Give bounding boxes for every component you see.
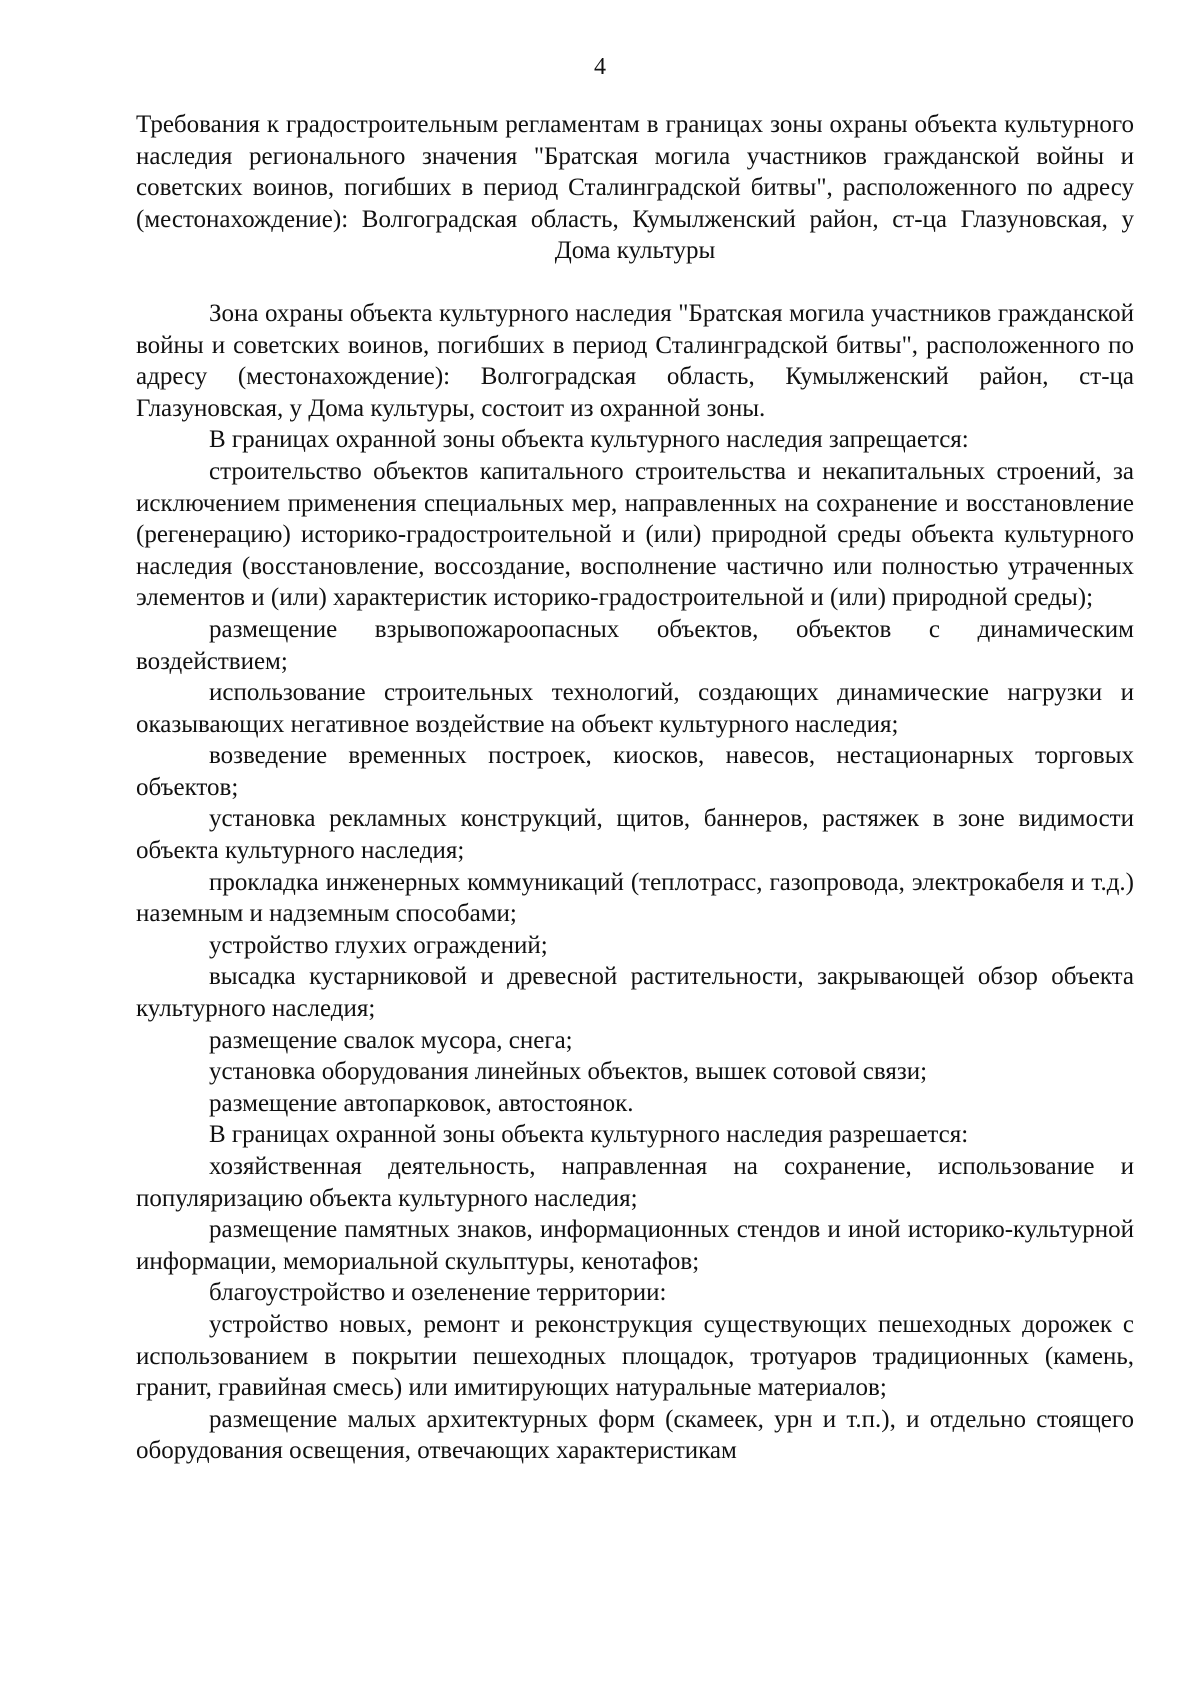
list-item-prohibited: размещение автопарковок, автостоянок. <box>209 1089 634 1117</box>
list-item-prohibited: возведение временных построек, киосков, навесов, нестационарных торговых объектов; <box>136 742 1134 801</box>
paragraph-allowed-intro: В границах охранной зоны объекта культурного наследия разрешается: <box>209 1121 969 1149</box>
list-item-prohibited: использование строительных технологий, создающих динамические нагрузки и оказывающих негативное воздействие на объект культурного наследия; <box>136 679 1134 738</box>
list-item-allowed: хозяйственная деятельность, направленная на сохранение, использование и популяризацию объекта культурного наследия; <box>136 1153 1134 1212</box>
document-content <box>136 109 1134 1467</box>
list-item-prohibited: размещение свалок мусора, снега; <box>209 1026 573 1054</box>
list-item-prohibited: строительство объектов капитального строительства и некапитальных строений, за исключением применения специальных мер, направленных на сохранение и восстановление (регенерацию) историко-градостроительной и (или) природной среды объекта культурного наследия (восстановление, воссоздание, восполнение частично или полностью утраченных элементов и (или) характеристик историко-градостроительной и (или) природной среды); <box>136 457 1134 612</box>
list-item-prohibited: прокладка инженерных коммуникаций (теплотрасс, газопровода, электрокабеля и т.д.) наземным и надземным способами; <box>136 868 1134 928</box>
list-item-allowed: размещение малых архитектурных форм (скамеек, урн и т.п.), и отдельно стоящего оборудования освещения, отвечающих характеристикам <box>136 1405 1134 1465</box>
list-item-prohibited: высадка кустарниковой и древесной растительности, закрывающей обзор объекта культурного наследия; <box>136 963 1134 1023</box>
list-item-prohibited: устройство глухих ограждений; <box>209 931 548 959</box>
list-item-prohibited: установка оборудования линейных объектов, вышек сотовой связи; <box>209 1058 928 1086</box>
paragraph-prohibited-intro: В границах охранной зоны объекта культурного наследия запрещается: <box>209 426 969 454</box>
list-item-allowed: размещение памятных знаков, информационных стендов и иной историко-культурной информации, мемориальной скульптуры, кенотафов; <box>136 1216 1134 1275</box>
page-number: 4 <box>594 54 606 80</box>
paragraph-zone-description: Зона охраны объекта культурного наследия "Братская могила участников гражданской войны и советских воинов, погибших в период Сталинградской битвы", расположенного по адресу (местонахождение): Волгоградская область, Кумылженский район, ст-ца Глазуновская, у Дома культуры, состоит из охранной зоны. <box>136 299 1134 422</box>
list-item-allowed: благоустройство и озеленение территории: <box>209 1279 667 1307</box>
list-item-prohibited: установка рекламных конструкций, щитов, баннеров, растяжек в зоне видимости объекта культурного наследия; <box>136 805 1134 865</box>
document-body <box>136 298 1134 1467</box>
list-item-allowed: устройство новых, ремонт и реконструкция существующих пешеходных дорожек с использованием в покрытии пешеходных площадок, тротуаров традиционных (камень, гранит, гравийная смесь) или имитирующих натуральные материалов; <box>136 1310 1134 1402</box>
list-item-prohibited: размещение взрывопожароопасных объектов, объектов с динамическим воздействием; <box>136 615 1134 675</box>
section-heading: Требования к градостроительным регламентам в границах зоны охраны объекта культурного наследия регионального значения "Братская могила участников гражданской войны и советских воинов, погибших в период Сталинградской битвы", расположенного по адресу (местонахождение): Волгоградская область, Кумылженский район, ст-ца Глазуновская, у Дома культуры <box>136 111 1134 265</box>
